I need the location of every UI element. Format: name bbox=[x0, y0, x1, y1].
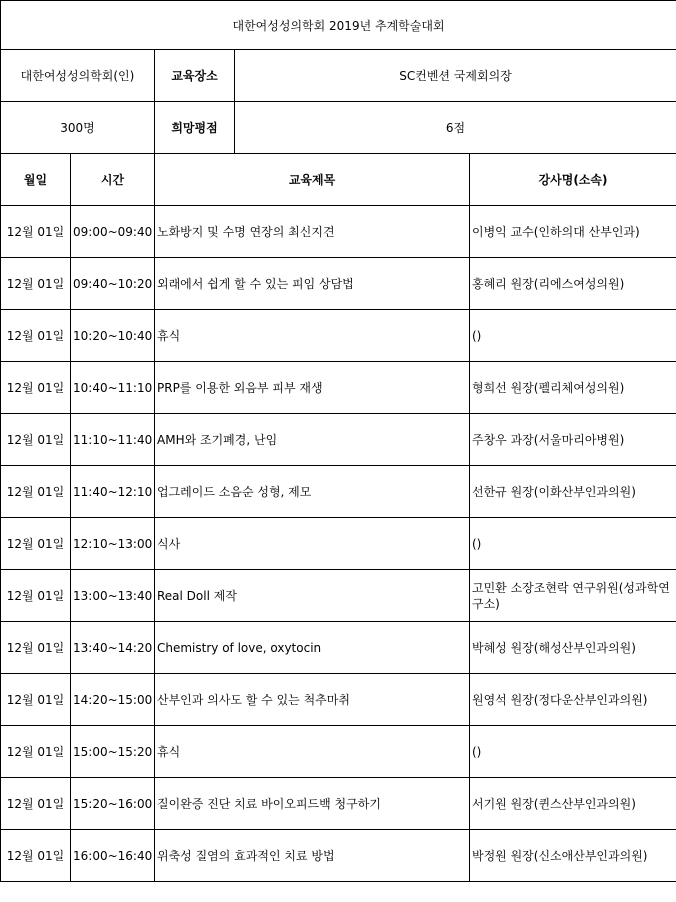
info-row-capacity bbox=[1, 102, 676, 154]
header-row bbox=[1, 154, 676, 206]
cell-date: 12월 01일 bbox=[1, 778, 71, 830]
cell-subject: 휴식 bbox=[155, 726, 470, 778]
cell-subject: 위축성 질염의 효과적인 치료 방법 bbox=[155, 830, 470, 882]
table-row bbox=[1, 310, 676, 362]
cell-lecturer: 홍혜리 원장(리에스여성의원) bbox=[470, 258, 676, 310]
cell-subject: 외래에서 쉽게 할 수 있는 피임 상담법 bbox=[155, 258, 470, 310]
organizer: 대한여성성의학회(인) bbox=[1, 50, 155, 102]
cell-time: 12:10~13:00 bbox=[71, 518, 155, 570]
cell-date: 12월 01일 bbox=[1, 414, 71, 466]
cell-time: 09:00~09:40 bbox=[71, 206, 155, 258]
cell-time: 09:40~10:20 bbox=[71, 258, 155, 310]
table-row bbox=[1, 206, 676, 258]
cell-lecturer: 원영석 원장(정다운산부인과의원) bbox=[470, 674, 676, 726]
page-title: 대한여성성의학회 2019년 추계학술대회 bbox=[1, 1, 676, 50]
table-row bbox=[1, 518, 676, 570]
cell-date: 12월 01일 bbox=[1, 362, 71, 414]
header-time: 시간 bbox=[71, 154, 155, 206]
title-row bbox=[1, 1, 676, 50]
header-date: 월일 bbox=[1, 154, 71, 206]
cell-time: 16:00~16:40 bbox=[71, 830, 155, 882]
table-row bbox=[1, 778, 676, 830]
cell-date: 12월 01일 bbox=[1, 830, 71, 882]
cell-date: 12월 01일 bbox=[1, 726, 71, 778]
table-row bbox=[1, 674, 676, 726]
header-subject: 교육제목 bbox=[155, 154, 470, 206]
table-row bbox=[1, 570, 676, 622]
cell-date: 12월 01일 bbox=[1, 518, 71, 570]
cell-time: 10:20~10:40 bbox=[71, 310, 155, 362]
capacity: 300명 bbox=[1, 102, 155, 154]
cell-lecturer: 고민환 소장조현락 연구위원(성과학연구소) bbox=[470, 570, 676, 622]
cell-date: 12월 01일 bbox=[1, 206, 71, 258]
table-row bbox=[1, 622, 676, 674]
cell-time: 13:40~14:20 bbox=[71, 622, 155, 674]
cell-lecturer: 주창우 과장(서울마리아병원) bbox=[470, 414, 676, 466]
cell-date: 12월 01일 bbox=[1, 570, 71, 622]
table-row bbox=[1, 258, 676, 310]
table-row bbox=[1, 362, 676, 414]
cell-lecturer: 선한규 원장(이화산부인과의원) bbox=[470, 466, 676, 518]
cell-subject: 산부인과 의사도 할 수 있는 척추마취 bbox=[155, 674, 470, 726]
cell-time: 11:10~11:40 bbox=[71, 414, 155, 466]
table-row bbox=[1, 414, 676, 466]
cell-time: 15:20~16:00 bbox=[71, 778, 155, 830]
info-row-venue bbox=[1, 50, 676, 102]
table-row bbox=[1, 830, 676, 882]
cell-lecturer: 박정원 원장(신소애산부인과의원) bbox=[470, 830, 676, 882]
cell-lecturer: 서기원 원장(퀸스산부인과의원) bbox=[470, 778, 676, 830]
cell-subject: AMH와 조기폐경, 난임 bbox=[155, 414, 470, 466]
venue-value: SC컨벤션 국제회의장 bbox=[235, 50, 676, 102]
cell-date: 12월 01일 bbox=[1, 258, 71, 310]
cell-time: 15:00~15:20 bbox=[71, 726, 155, 778]
credit-label: 희망평점 bbox=[155, 102, 235, 154]
cell-lecturer: 박혜성 원장(해성산부인과의원) bbox=[470, 622, 676, 674]
cell-subject: Real Doll 제작 bbox=[155, 570, 470, 622]
cell-subject: 식사 bbox=[155, 518, 470, 570]
cell-lecturer: 형희선 원장(펠리체여성의원) bbox=[470, 362, 676, 414]
cell-date: 12월 01일 bbox=[1, 466, 71, 518]
cell-subject: 휴식 bbox=[155, 310, 470, 362]
cell-lecturer: () bbox=[470, 310, 676, 362]
table-row bbox=[1, 726, 676, 778]
venue-label: 교육장소 bbox=[155, 50, 235, 102]
cell-subject: Chemistry of love, oxytocin bbox=[155, 622, 470, 674]
header-lecturer: 강사명(소속) bbox=[470, 154, 676, 206]
cell-subject: 질이완증 진단 치료 바이오피드백 청구하기 bbox=[155, 778, 470, 830]
cell-lecturer: () bbox=[470, 726, 676, 778]
credit-value: 6점 bbox=[235, 102, 676, 154]
cell-time: 13:00~13:40 bbox=[71, 570, 155, 622]
cell-subject: 업그레이드 소음순 성형, 제모 bbox=[155, 466, 470, 518]
table-row bbox=[1, 466, 676, 518]
cell-date: 12월 01일 bbox=[1, 622, 71, 674]
cell-time: 10:40~11:10 bbox=[71, 362, 155, 414]
cell-date: 12월 01일 bbox=[1, 674, 71, 726]
cell-time: 11:40~12:10 bbox=[71, 466, 155, 518]
cell-time: 14:20~15:00 bbox=[71, 674, 155, 726]
cell-subject: PRP를 이용한 외음부 피부 재생 bbox=[155, 362, 470, 414]
cell-date: 12월 01일 bbox=[1, 310, 71, 362]
cell-lecturer: 이병익 교수(인하의대 산부인과) bbox=[470, 206, 676, 258]
cell-lecturer: () bbox=[470, 518, 676, 570]
cell-subject: 노화방지 및 수명 연장의 최신지견 bbox=[155, 206, 470, 258]
